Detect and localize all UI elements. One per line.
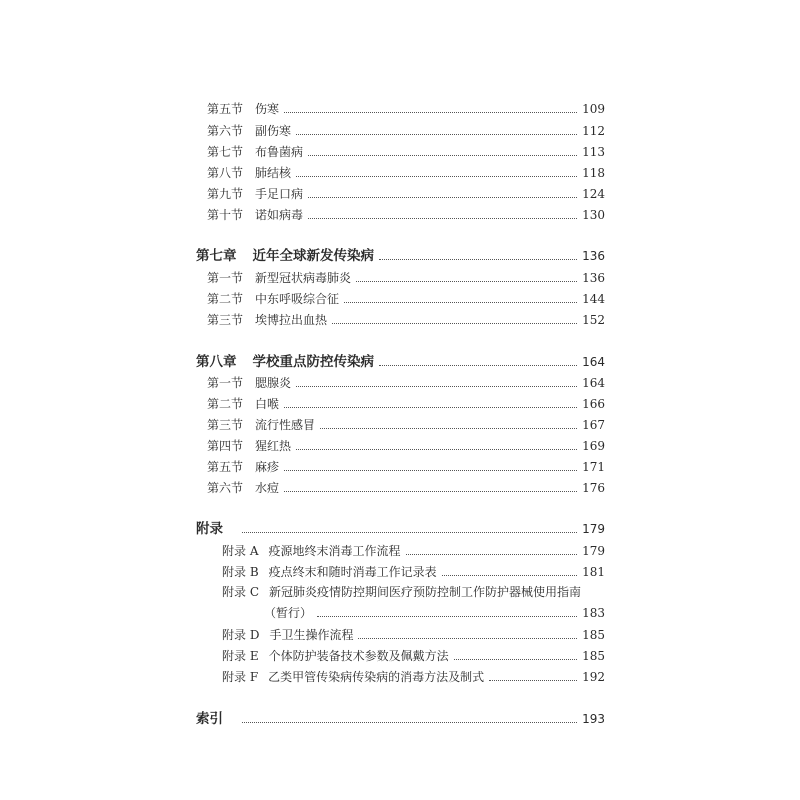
section-label: 第七节 [207,145,244,159]
toc-entry[interactable] [207,309,605,327]
leader-dots [296,449,577,450]
leader-dots [284,407,577,408]
section-label: 第十节 [207,208,244,222]
section-title: 布鲁菌病 [255,145,304,159]
leader-dots [308,218,577,219]
toc-chapter[interactable] [196,351,605,369]
section-title: 肺结核 [255,166,292,180]
page-number: 193 [582,712,605,726]
section-label: 第八节 [207,166,244,180]
leader-dots [317,616,577,617]
section-title: 白喉 [255,397,280,411]
leader-dots [308,197,577,198]
leader-dots [406,554,578,555]
section-title: 麻疹 [255,460,280,474]
section-title: 诺如病毒 [255,208,304,222]
toc-entry[interactable] [207,456,605,474]
toc-entry[interactable] [207,435,605,453]
chapter-label: 第八章 [196,354,237,370]
section-title: 中东呼吸综合征 [255,292,340,306]
page-number: 113 [582,145,605,159]
page-number: 169 [582,439,605,453]
appendix-title: 疫点终末和随时消毒工作记录表 [268,565,437,579]
page-number: 167 [582,418,605,432]
appendix-title: 疫源地终末消毒工作流程 [268,544,401,558]
chapter-label: 第七章 [196,248,237,264]
appendix-title: 个体防护装备技术参数及佩戴方法 [268,649,449,663]
page-number: 112 [582,124,605,138]
section-title: 埃博拉出血热 [255,313,328,327]
toc-appendix-entry[interactable] [222,561,605,579]
leader-dots [320,428,577,429]
toc-entry[interactable] [207,162,605,180]
section-label: 第三节 [207,418,244,432]
leader-dots [296,176,577,177]
appendix-label: 附录 F [222,670,259,684]
chapter-title: 近年全球新发传染病 [252,248,374,264]
section-title: 副伤寒 [255,124,292,138]
section-label: 第六节 [207,124,244,138]
page-number: 166 [582,397,605,411]
section-title: 新型冠状病毒肺炎 [255,271,352,285]
index-heading: 索引 [196,711,223,727]
leader-dots [296,386,577,387]
section-title: 水痘 [255,481,280,495]
leader-dots [296,134,577,135]
toc-entry[interactable] [207,414,605,432]
toc-entry[interactable] [207,204,605,222]
leader-dots [356,281,577,282]
leader-dots [284,470,577,471]
appendix-title: （暂行） [264,606,313,620]
page-number: 185 [582,649,605,663]
section-title: 手足口病 [255,187,304,201]
page-number: 181 [582,565,605,579]
page-number: 179 [582,544,605,558]
section-title: 伤寒 [255,102,280,116]
toc-appendix-entry[interactable] [222,666,605,684]
appendix-label: 附录 D [222,628,260,642]
toc-appendix-entry[interactable] [222,540,605,558]
leader-dots [242,722,577,723]
appendix-title: 乙类甲管传染病传染病的消毒方法及制式 [268,670,485,684]
section-label: 第二节 [207,397,244,411]
leader-dots [489,680,577,681]
leader-dots [379,365,577,366]
leader-dots [344,302,577,303]
appendix-label: 附录 E [222,649,259,663]
toc-entry[interactable] [207,120,605,138]
toc-entry[interactable] [207,372,605,390]
section-title: 腮腺炎 [255,376,292,390]
toc-appendix-entry[interactable] [222,645,605,663]
section-label: 第四节 [207,439,244,453]
page-number: 176 [582,481,605,495]
chapter-title: 学校重点防控传染病 [252,354,374,370]
appendix-label: 附录 C [222,585,259,599]
page-number: 152 [582,313,605,327]
section-label: 第六节 [207,481,244,495]
page-number: 124 [582,187,605,201]
toc-appendix[interactable] [196,518,605,536]
page-number: 185 [582,628,605,642]
leader-dots [284,112,577,113]
section-label: 第二节 [207,292,244,306]
page-number: 136 [582,271,605,285]
page-number: 109 [582,102,605,116]
leader-dots [308,155,577,156]
page-number: 130 [582,208,605,222]
toc-index[interactable] [196,708,605,726]
section-label: 第九节 [207,187,244,201]
appendix-title: 手卫生操作流程 [269,628,354,642]
toc-entry[interactable] [207,267,605,285]
appendix-title: 新冠肺炎疫情防控期间医疗预防控制工作防护器械使用指南 [269,585,582,599]
page-number: 171 [582,460,605,474]
toc-entry[interactable] [207,477,605,495]
page-number: 192 [582,670,605,684]
leader-dots [284,491,577,492]
section-title: 流行性感冒 [255,418,316,432]
leader-dots [454,659,578,660]
toc-appendix-entry[interactable] [222,624,605,642]
page-number: 118 [582,166,605,180]
section-label: 第一节 [207,271,244,285]
appendix-label: 附录 A [222,544,259,558]
toc-appendix-entry[interactable] [222,581,605,599]
leader-dots [379,259,577,260]
section-label: 第五节 [207,460,244,474]
toc-entry[interactable] [207,288,605,306]
page-number: 183 [582,606,605,620]
toc-chapter[interactable] [196,245,605,263]
leader-dots [358,638,577,639]
toc-entry[interactable] [207,141,605,159]
page-number: 164 [582,376,605,390]
section-label: 第一节 [207,376,244,390]
leader-dots [242,532,577,533]
leader-dots [332,323,577,324]
section-label: 第三节 [207,313,244,327]
page-number: 136 [582,249,605,263]
toc-appendix-entry-continued[interactable] [264,602,605,620]
page-number: 144 [582,292,605,306]
page-number: 179 [582,522,605,536]
appendix-heading: 附录 [196,521,223,537]
appendix-label: 附录 B [222,565,259,579]
section-label: 第五节 [207,102,244,116]
section-title: 猩红热 [255,439,292,453]
page-number: 164 [582,355,605,369]
toc-entry[interactable] [207,393,605,411]
toc-entry[interactable] [207,183,605,201]
toc-entry[interactable] [207,98,605,116]
leader-dots [442,575,577,576]
